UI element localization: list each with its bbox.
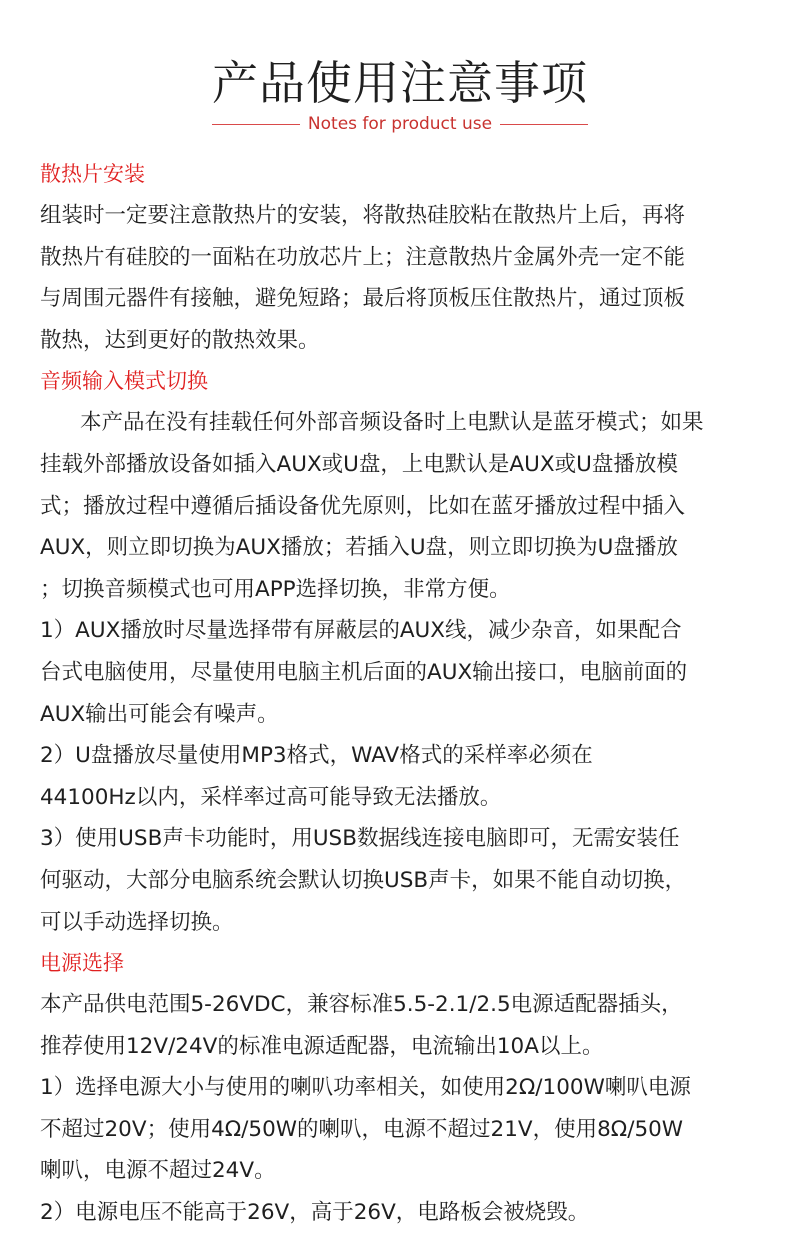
section-heatsink bbox=[40, 154, 765, 361]
text-line: 挂载外部播放设备如插入AUX或U盘，上电默认是AUX或U盘播放模 bbox=[40, 451, 678, 477]
text-line: ；切换音频模式也可用APP选择切换，非常方便。 bbox=[40, 576, 511, 602]
text-line: 2）电源电压不能高于26V，高于26V，电路板会被烧毁。 bbox=[40, 1200, 590, 1226]
text-line: 与周围元器件有接触，避免短路；最后将顶板压住散热片，通过顶板 bbox=[40, 286, 686, 312]
section-audio-input bbox=[40, 361, 765, 943]
text-line: 本产品在没有挂载任何外部音频设备时上电默认是蓝牙模式；如果 bbox=[80, 410, 704, 436]
page-title: 产品使用注意事项 bbox=[212, 56, 588, 110]
text-line: 台式电脑使用，尽量使用电脑主机后面的AUX输出接口，电脑前面的 bbox=[40, 659, 688, 685]
text-line: 组装时一定要注意散热片的安装，将散热硅胶粘在散热片上后，再将 bbox=[40, 203, 686, 228]
text-line: 推荐使用12V/24V的标准电源适配器，电流输出10A以上。 bbox=[40, 1033, 604, 1059]
text-line: AUX，则立即切换为AUX播放；若插入U盘，则立即切换为U盘播放 bbox=[40, 535, 678, 561]
text-line: 散热，达到更好的散热效果。 bbox=[40, 327, 320, 353]
subtitle-row bbox=[0, 112, 800, 136]
text-line: 可以手动选择切换。 bbox=[40, 909, 234, 935]
text-line: 式；播放过程中遵循后插设备优先原则，比如在蓝牙播放过程中插入 bbox=[40, 493, 686, 519]
notes-content bbox=[40, 154, 765, 1234]
text-line: 喇叭，电源不超过24V。 bbox=[40, 1158, 276, 1184]
text-line: 何驱动，大部分电脑系统会默认切换USB声卡，如果不能自动切换， bbox=[40, 867, 687, 893]
section-heading-audio-input: 音频输入模式切换 bbox=[40, 369, 208, 394]
text-line: 2）U盘播放尽量使用MP3格式，WAV格式的采样率必须在 bbox=[40, 743, 593, 769]
text-line: 散热片有硅胶的一面粘在功放芯片上；注意散热片金属外壳一定不能 bbox=[40, 244, 686, 270]
text-line: AUX输出可能会有噪声。 bbox=[40, 701, 279, 727]
text-line: 44100Hz以内，采样率过高可能导致无法播放。 bbox=[40, 784, 502, 810]
text-line: 3）使用USB声卡功能时，用USB数据线连接电脑即可，无需安装任 bbox=[40, 826, 680, 852]
section-heading-power-supply: 电源选择 bbox=[40, 951, 124, 976]
text-line: 1）AUX播放时尽量选择带有屏蔽层的AUX线，减少杂音，如果配合 bbox=[40, 618, 682, 644]
subtitle-rule-right bbox=[500, 124, 588, 125]
text-line: 本产品供电范围5-26VDC，兼容标准5.5-2.1/2.5电源适配器插头， bbox=[40, 992, 683, 1018]
page-subtitle: Notes for product use bbox=[307, 114, 493, 134]
text-line: 不超过20V；使用4Ω/50W的喇叭，电源不超过21V，使用8Ω/50W bbox=[40, 1116, 684, 1142]
section-heading-heatsink: 散热片安装 bbox=[40, 162, 145, 186]
section-power-supply bbox=[40, 943, 765, 1234]
text-line: 1）选择电源大小与使用的喇叭功率相关，如使用2Ω/100W喇叭电源 bbox=[40, 1075, 691, 1101]
subtitle-rule-left bbox=[212, 124, 300, 125]
